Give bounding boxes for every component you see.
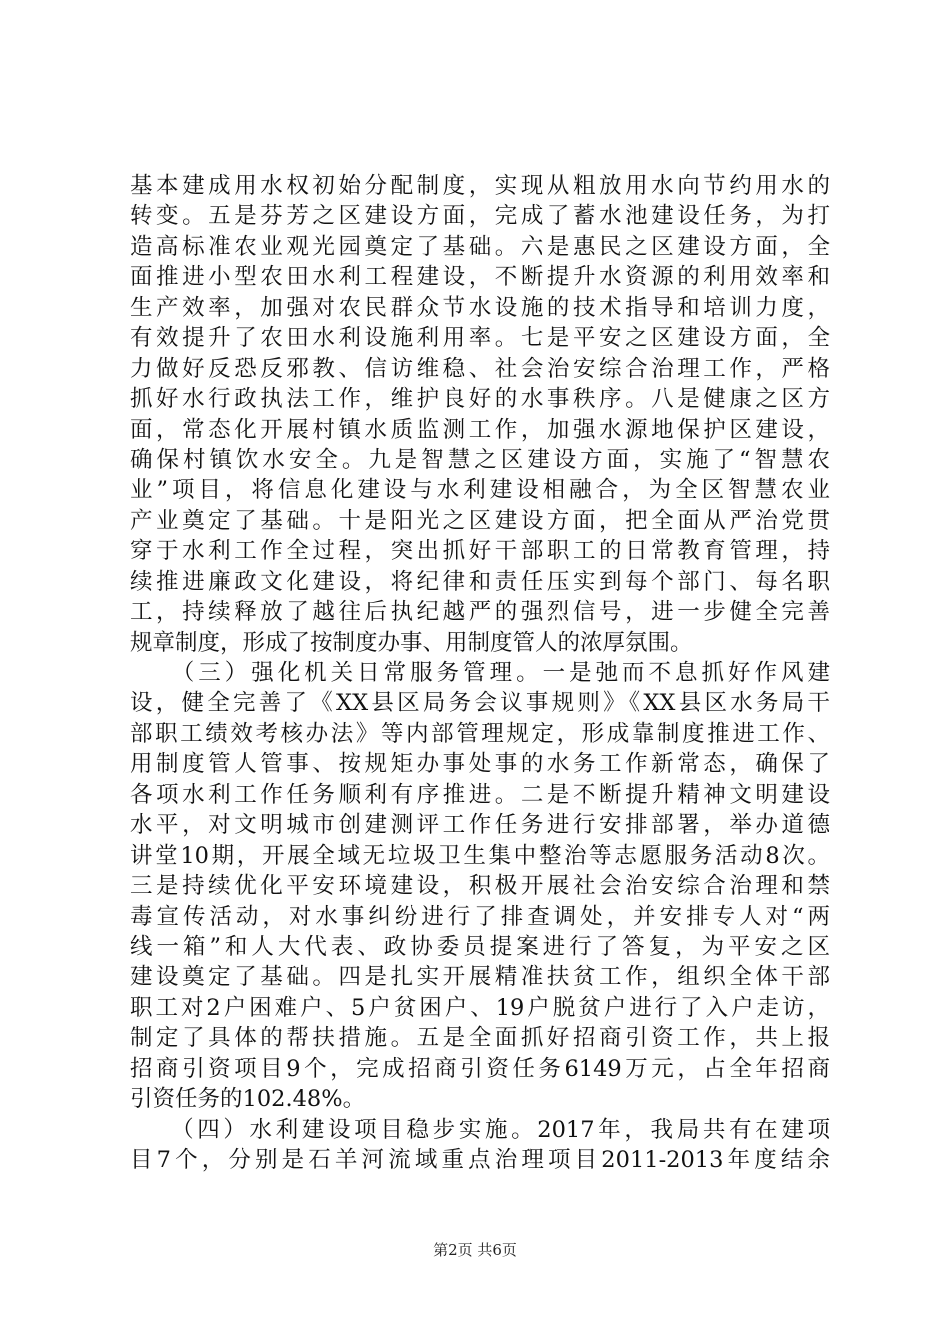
text-line: 用制度管人管事、按规矩办事处事的水务工作新常态，确保了 bbox=[130, 751, 830, 778]
text-line: 造高标准农业观光园奠定了基础。六是惠民之区建设方面，全 bbox=[130, 233, 830, 260]
text-line: 线一箱”和人大代表、政协委员提案进行了答复，为平安之区 bbox=[130, 933, 830, 960]
text-line: 力做好反恐反邪教、信访维稳、社会治安综合治理工作，严格 bbox=[130, 355, 830, 382]
text-line: 规章制度，形成了按制度办事、用制度管人的浓厚氛围。 bbox=[130, 629, 693, 656]
text-line: 部职工绩效考核办法》等内部管理规定，形成靠制度推进工作、 bbox=[130, 720, 830, 747]
text-line: 设，健全完善了《XX县区局务会议事规则》《XX县区水务局干 bbox=[130, 690, 830, 717]
text-line: 各项水利工作任务顺利有序推进。二是不断提升精神文明建设 bbox=[130, 781, 830, 808]
text-line: 确保村镇饮水安全。九是智慧之区建设方面，实施了“智慧农 bbox=[130, 446, 830, 473]
text-line: 讲堂10期，开展全域无垃圾卫生集中整治等志愿服务活动8次。 bbox=[130, 842, 830, 869]
document-body bbox=[130, 171, 830, 1175]
text-line: 招商引资项目9个，完成招商引资任务6149万元，占全年招商 bbox=[130, 1055, 830, 1082]
text-line: 职工对2户困难户、5户贫困户、19户脱贫户进行了入户走访， bbox=[130, 994, 830, 1021]
text-line: 目7个，分别是石羊河流域重点治理项目2011-2013年度结余 bbox=[130, 1147, 830, 1173]
text-line: 水平，对文明城市创建测评工作任务进行安排部署，举办道德 bbox=[130, 812, 830, 839]
text-line: 有效提升了农田水利设施利用率。七是平安之区建设方面，全 bbox=[130, 325, 830, 352]
text-line: 续推进廉政文化建设，将纪律和责任压实到每个部门、每名职 bbox=[130, 568, 830, 595]
page-number: 第2页 共6页 bbox=[433, 1241, 517, 1259]
text-line: 基本建成用水权初始分配制度，实现从粗放用水向节约用水的 bbox=[130, 173, 830, 199]
text-line: 生产效率，加强对农民群众节水设施的技术指导和培训力度， bbox=[130, 294, 830, 321]
text-line: （四）水利建设项目稳步实施。2017年，我局共有在建项 bbox=[130, 1116, 830, 1143]
text-line: 工，持续释放了越往后执纪越严的强烈信号，进一步健全完善 bbox=[130, 599, 830, 626]
text-line: 转变。五是芬芳之区建设方面，完成了蓄水池建设任务，为打 bbox=[130, 203, 830, 230]
text-line: （三）强化机关日常服务管理。一是弛而不息抓好作风建 bbox=[130, 660, 830, 686]
text-line: 业”项目，将信息化建设与水利建设相融合，为全区智慧农业 bbox=[130, 477, 830, 504]
text-line: 抓好水行政执法工作，维护良好的水事秩序。八是健康之区方 bbox=[130, 386, 830, 413]
page-footer bbox=[0, 1240, 950, 1260]
text-line: 面推进小型农田水利工程建设，不断提升水资源的利用效率和 bbox=[130, 264, 830, 291]
text-line: 毒宣传活动，对水事纠纷进行了排查调处，并安排专人对“两 bbox=[130, 903, 830, 930]
text-line: 穿于水利工作全过程，突出抓好干部职工的日常教育管理，持 bbox=[130, 538, 830, 565]
text-line: 三是持续优化平安环境建设，积极开展社会治安综合治理和禁 bbox=[130, 873, 830, 900]
text-line: 面，常态化开展村镇水质监测工作，加强水源地保护区建设， bbox=[130, 416, 830, 443]
text-line: 引资任务的102.48%。 bbox=[130, 1086, 366, 1113]
text-line: 产业奠定了基础。十是阳光之区建设方面，把全面从严治党贯 bbox=[130, 507, 830, 534]
text-line: 制定了具体的帮扶措施。五是全面抓好招商引资工作，共上报 bbox=[130, 1025, 830, 1052]
text-line: 建设奠定了基础。四是扎实开展精准扶贫工作，组织全体干部 bbox=[130, 964, 830, 991]
